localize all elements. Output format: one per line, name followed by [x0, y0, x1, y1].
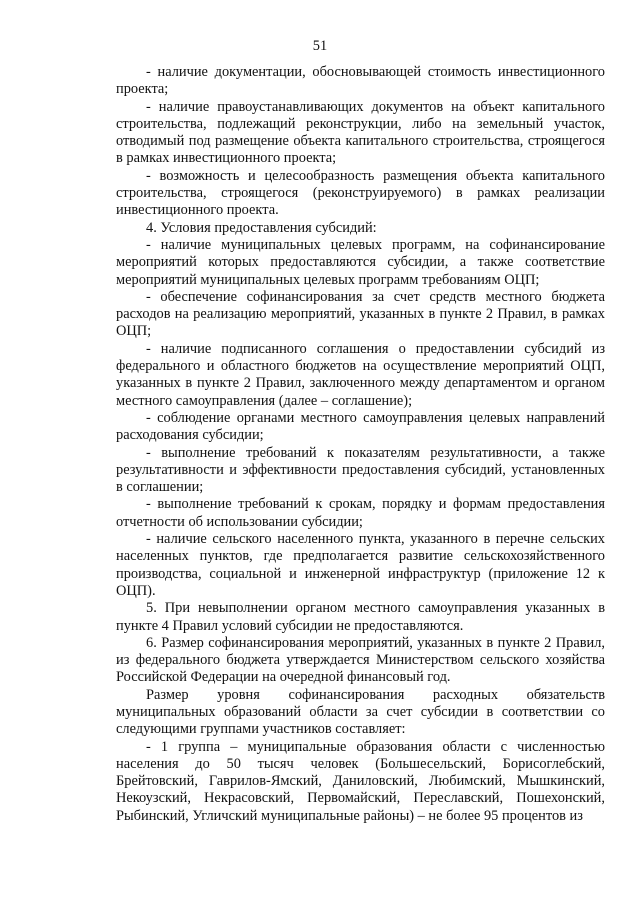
paragraph: - выполнение требований к срокам, порядку и формам предоставления отчетности об использовании субсидии; — [116, 496, 605, 530]
paragraph: - выполнение требований к показателям результативности, а также результативности и эффективности предоставления субсидий, установленных в соглашении; — [116, 444, 605, 496]
document-body — [116, 64, 605, 825]
paragraph: - возможность и целесообразность размещения объекта капитального строительства, строящегося (реконструируемого) в рамках реализации инвестиционного проекта. — [116, 167, 605, 219]
paragraph: - наличие документации, обосновывающей стоимость инвестиционного проекта; — [116, 64, 605, 98]
paragraph: - наличие муниципальных целевых программ, на софинансирование мероприятий которых предоставляются субсидии, а также соответствие мероприятий муниципальных целевых программ требованиям ОЦП; — [116, 236, 605, 288]
section-heading: 4. Условия предоставления субсидий: — [146, 219, 377, 236]
paragraph: - соблюдение органами местного самоуправления целевых направлений расходования субсидии; — [116, 409, 605, 444]
page-number: 51 — [312, 38, 328, 54]
paragraph: - наличие сельского населенного пункта, указанного в перечне сельских населенных пунктов, где предполагается развитие сельскохозяйственного производства, социальной и инженерной инфраструктур (приложение 12 к ОЦП). — [116, 531, 605, 599]
paragraph: Размер уровня софинансирования расходных обязательств муниципальных образований области за счет субсидии в соответствии со следующими группами участников составляет: — [116, 686, 605, 738]
paragraph: - наличие подписанного соглашения о предоставлении субсидий из федерального и областного бюджетов на осуществление мероприятий ОЦП, указанных в пункте 2 Правил, заключенного между департаментом и органом местного самоуправления (далее – соглашение); — [116, 340, 605, 409]
paragraph: 6. Размер софинансирования мероприятий, указанных в пункте 2 Правил, из федерального бюджета утверждается Министерством сельского хозяйства Российской Федерации на очередной финансовый год. — [116, 634, 605, 686]
paragraph: - 1 группа – муниципальные образования области с численностью населения до 50 тысяч человек (Большесельский, Борисоглебский, Брейтовский, Гаврилов-Ямский, Даниловский, Любимский, Мышкинский, Некоузский, Некрасовский, Первомайский, Переславский, Пошехонский, Рыбинский, Угличский муниципальные районы) – не более 95 процентов из — [116, 738, 605, 824]
paragraph: - наличие правоустанавливающих документов на объект капитального строительства, подлежащий реконструкции, либо на земельный участок, отводимый под размещение объекта капитального строительства, строящегося в рамках инвестиционного проекта; — [116, 98, 605, 167]
paragraph: - обеспечение софинансирования за счет средств местного бюджета расходов на реализацию мероприятий, указанных в пункте 2 Правил, в рамках ОЦП; — [116, 288, 605, 340]
paragraph: 5. При невыполнении органом местного самоуправления указанных в пункте 4 Правил условий субсидии не предоставляются. — [116, 600, 605, 634]
